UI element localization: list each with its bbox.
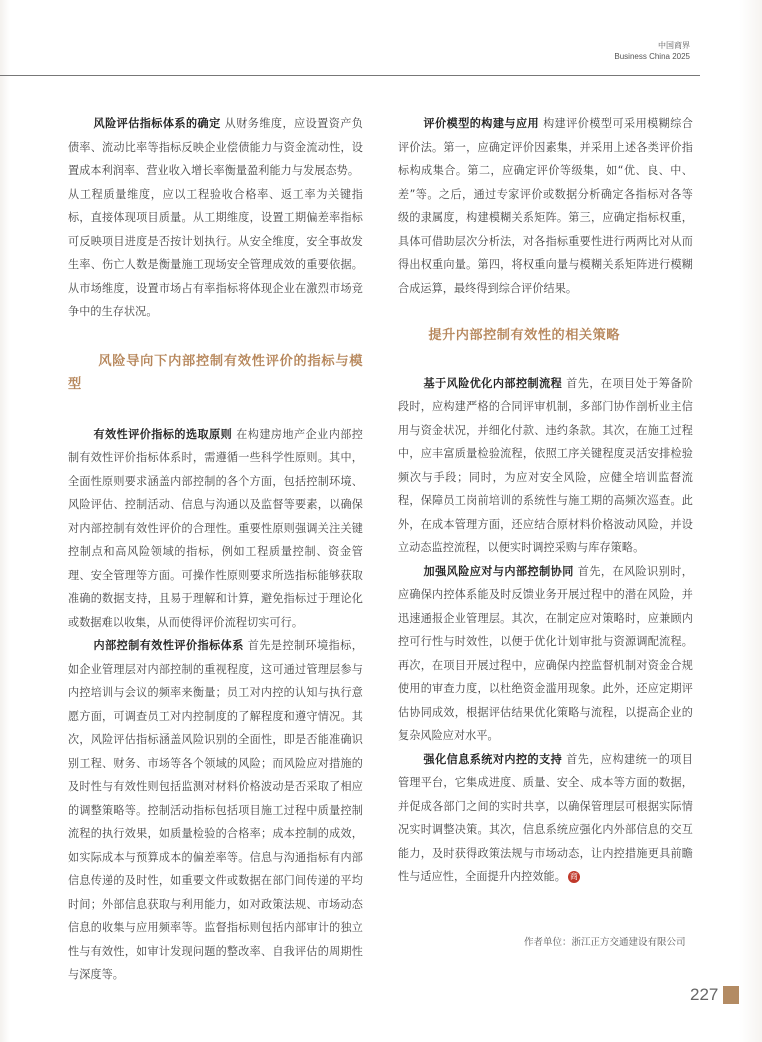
paragraph-text: 构建评价模型可采用模糊综合评价法。第一，应确定评价因素集，并采用上述各类评价指标构成集合。第二，应确定评价等级集，如“优、良、中、差”等。之后，通过专家评价或数据分析确定各指标对各等级的隶属度，构建模糊关系矩阵。第三，应确定指标权重，具体可借助层次分析法，对各指标重要性进行两两比对从而得出权重向量。第四，将权重向量与模糊关系矩阵进行模糊合成运算，最终得到综合评价结果。 bbox=[398, 117, 693, 295]
page-number: 227 bbox=[690, 985, 719, 1004]
paragraph bbox=[68, 634, 363, 987]
paragraph-text: 首先，在项目处于筹备阶段时，应构建严格的合同评审机制，多部门协作剖析业主信用与资金状况，并细化付款、违约条款。其次，在施工过程中，应丰富质量检验流程，依照工序关键程度灵活安排检验频次与手段；同时，为应对安全风险，应健全培训监督流程，保障员工岗前培训的系统性与施工期的高频次巡查。此外，在成本管理方面，还应结合原材料价格波动风险，并设立动态监控流程，以便实时调控采购与库存策略。 bbox=[398, 376, 694, 554]
paragraph-lead: 加强风险应对与内部控制协同 bbox=[423, 564, 574, 578]
left-column bbox=[68, 112, 363, 987]
page-tab-marker bbox=[723, 986, 739, 1004]
paragraph-lead: 有效性评价指标的选取原则 bbox=[93, 427, 233, 441]
paragraph: 从工程质量维度，应以工程验收合格率、返工率为关键指标，直接体现项目质量。从工期维度，设置工期偏差率指标可反映项目进度是否按计划执行。从安全维度，安全事故发生率、伤亡人数是衡量施工现场安全管理成效的重要依据。从市场维度，设置市场占有率指标将体现企业在激烈市场竞争中的生存状况。 bbox=[68, 187, 363, 318]
paragraph bbox=[398, 112, 693, 300]
magazine-brand bbox=[614, 40, 690, 62]
paragraph-lead: 风险评估指标体系的确定 bbox=[93, 117, 221, 130]
paragraph bbox=[398, 560, 693, 748]
paragraph bbox=[398, 748, 693, 889]
brand-en: Business China 2025 bbox=[614, 52, 690, 61]
section-title: 风险导向下内部控制有效性评价的指标与模型 bbox=[68, 353, 363, 392]
header-rule bbox=[0, 75, 700, 76]
paragraph bbox=[68, 423, 363, 635]
paragraph-lead: 基于风险优化内部控制流程 bbox=[423, 376, 563, 390]
brand-cn: 中国商界 bbox=[658, 41, 690, 50]
paragraph-text: 从财务维度，应设置资产负债率、流动比率等指标反映企业偿债能力与资金流动性，设置成本利润率、营业收入增长率衡量盈利能力与发展态势。 bbox=[68, 117, 364, 177]
paragraph-lead: 评价模型的构建与应用 bbox=[423, 117, 540, 130]
paragraph-text: 首先，应构建统一的项目管理平台，它集成进度、质量、安全、成本等方面的数据，并促成各部门之间的实时共享，以确保管理层可根据实际情况实时调整决策。其次，信息系统应强化内外部信息的交互能力，及时获得政策法规与市场动态，让内控措施更具前瞻性与适应性，全面提升内控效能。 bbox=[398, 752, 694, 883]
end-mark-icon: 商 bbox=[569, 872, 578, 881]
paragraph bbox=[398, 372, 693, 560]
right-column bbox=[398, 112, 693, 889]
paragraph-lead: 强化信息系统对内控的支持 bbox=[423, 752, 563, 766]
paragraph-lead: 内部控制有效性评价指标体系 bbox=[93, 639, 244, 652]
paragraph-text: 首先是控制环境指标，如企业管理层对内部控制的重视程度，这可通过管理层参与内控培训与会议的频率来衡量；员工对内控的认知与执行意愿方面，可调查员工对内控制度的了解程度和遵守情况。其次，风险评估指标涵盖风险识别的全面性，即是否能准确识别工程、财务、市场等各个领域的风险；而风险应对措施的及时性与有效性则包括监测对材料价格波动是否采取了相应的调整策略等。控制活动指标包括项目施工过程中质量控制流程的执行效果，如质量检验的合格率；成本控制的成效，如实际成本与预算成本的偏差率等。信息与沟通指标有内部信息传递的及时性，如重要文件或数据在部门间传递的平均时间；外部信息获取与利用能力，如对政策法规、市场动态信息的收集与应用频率等。监督指标则包括内部审计的独立性与有效性，如审计发现问题的整改率、自我评估的周期性与深度等。 bbox=[68, 639, 363, 981]
section-title: 提升内部控制有效性的相关策略 bbox=[428, 328, 620, 343]
author-affiliation: 作者单位：浙江正方交通建设有限公司 bbox=[524, 937, 686, 948]
paragraph bbox=[68, 112, 363, 183]
paragraph-text: 在构建房地产企业内部控制有效性评价指标体系时，需遵循一些科学性原则。其中，全面性原则要求涵盖内部控制的各个方面，包括控制环境、风险评估、控制活动、信息与沟通以及监督等要素，以确保对内部控制有效性评价的合理性。重要性原则强调关注关键控制点和高风险领域的指标，例如工程质量控制、资金管理、安全管理等方面。可操作性原则要求所选指标能够获取准确的数据支持，且易于理解和计算，避免指标过于理论化或数据难以收集，从而使得评价流程切实可行。 bbox=[68, 427, 364, 629]
paragraph-text: 首先，在风险识别时，应确保内控体系能及时反馈业务开展过程中的潜在风险，并迅速通报企业管理层。其次，在制定应对策略时，应兼顾内控可行性与时效性，以便于优化计划审批与资源调配流程。再次，在项目开展过程中，应确保内控监督机制对资金合规使用的审查力度，以杜绝资金滥用现象。此外，还应定期评估协同成效，根据评估结果优化策略与流程，以提高企业的复杂风险应对水平。 bbox=[398, 564, 693, 742]
